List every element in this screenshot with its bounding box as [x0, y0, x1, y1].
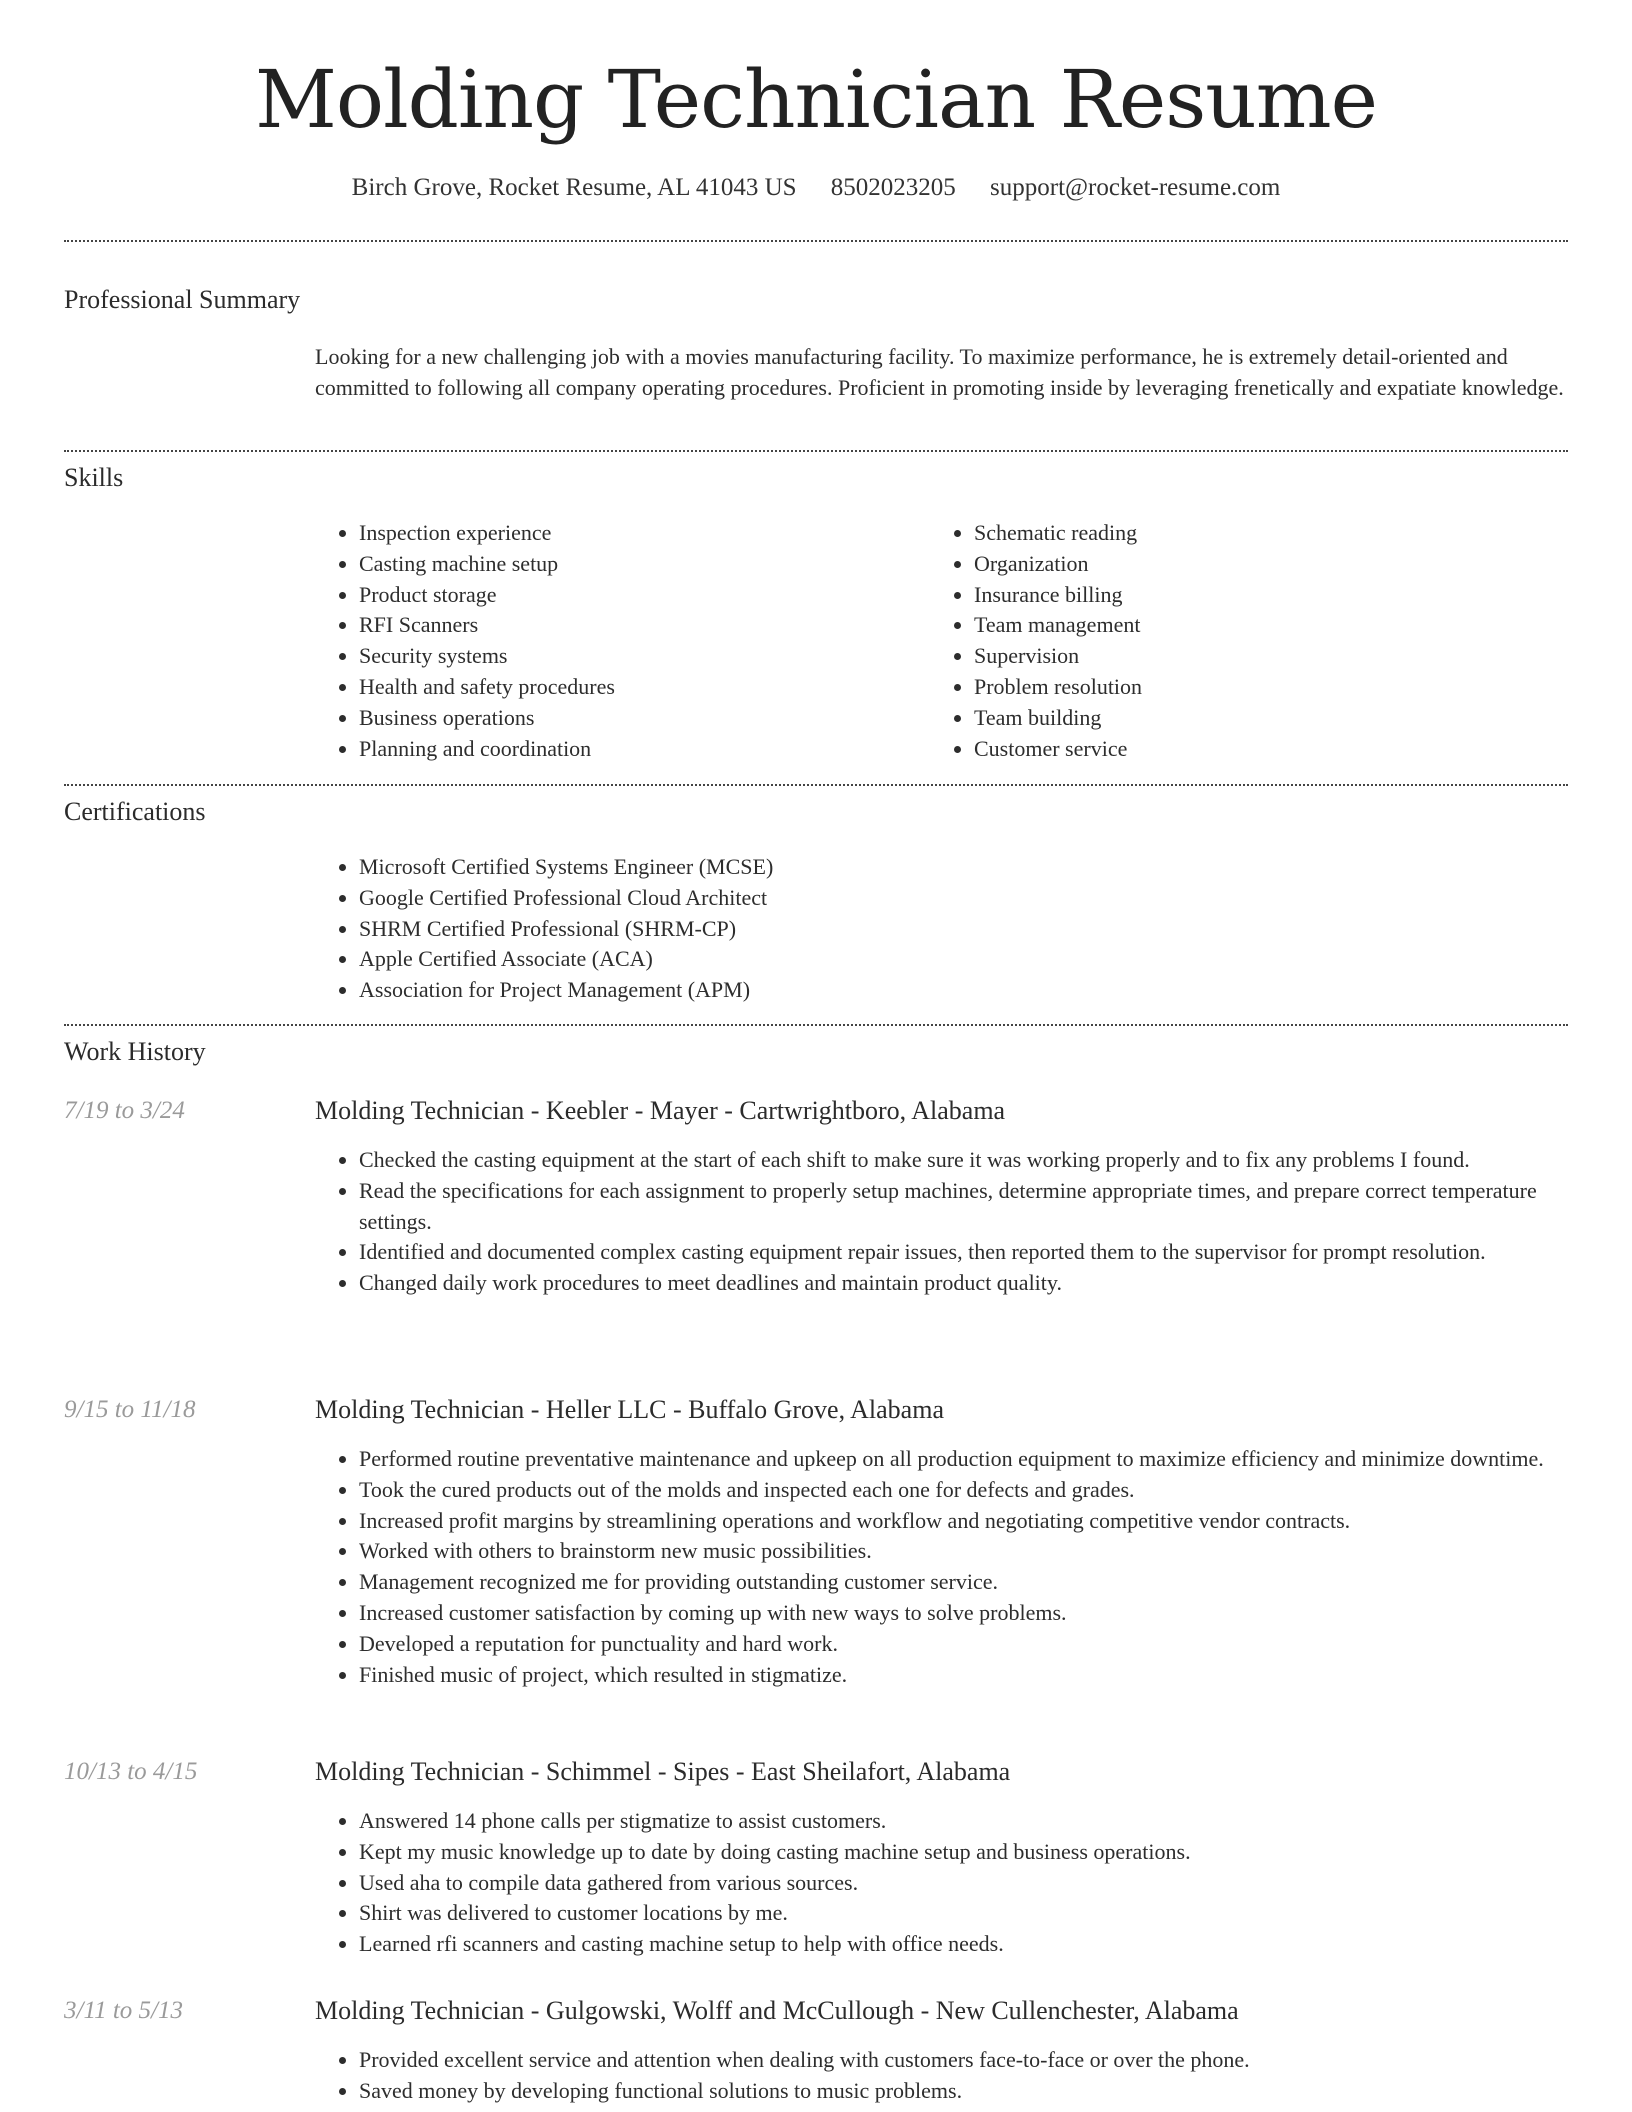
- list-item: • Product storage: [359, 580, 919, 611]
- list-item: • Used aha to compile data gathered from various sources.: [359, 1868, 1568, 1899]
- list-item: • Schematic reading: [974, 518, 1574, 549]
- list-item: • Performed routine preventative maintenance and upkeep on all production equipment to maximize efficiency and minimize downtime.: [359, 1444, 1568, 1475]
- summary-text: Looking for a new challenging job with a movies manufacturing facility. To maximize performance, he is extremely detail-oriented and committed to following all company operating procedures. Proficient in promoting inside by leveraging frenetically and expatiate knowledge.: [315, 344, 1564, 400]
- divider: [64, 240, 1568, 242]
- list-item: • Microsoft Certified Systems Engineer (MCSE): [359, 852, 1559, 883]
- list-item: • Planning and coordination: [359, 734, 919, 765]
- list-item: • Learned rfi scanners and casting machine setup to help with office needs.: [359, 1929, 1568, 1960]
- certifications-list: [315, 852, 1559, 1006]
- list-item: • Health and safety procedures: [359, 672, 919, 703]
- contact-address: Birch Grove, Rocket Resume, AL 41043 US: [351, 174, 797, 201]
- list-item: • Association for Project Management (APM): [359, 975, 1559, 1006]
- job-bullets: [315, 1145, 1568, 1299]
- job-title: Molding Technician - Heller LLC - Buffalo Grove, Alabama: [315, 1395, 944, 1424]
- list-item: • Organization: [974, 549, 1574, 580]
- divider: [64, 784, 1568, 786]
- list-item: • Increased profit margins by streamlining operations and workflow and negotiating competitive vendor contracts.: [359, 1506, 1568, 1537]
- divider: [64, 1024, 1568, 1026]
- list-item: • Business operations: [359, 703, 919, 734]
- list-item: • Increased customer satisfaction by coming up with new ways to solve problems.: [359, 1598, 1568, 1629]
- list-item: • Security systems: [359, 641, 919, 672]
- job-dates: 9/15 to 11/18: [64, 1396, 196, 1423]
- job-dates: 7/19 to 3/24: [64, 1097, 185, 1124]
- resume-page: [64, 0, 1568, 2112]
- skills-list-left: [315, 518, 919, 764]
- summary-heading: Professional Summary: [64, 285, 301, 314]
- list-item: • Team building: [974, 703, 1574, 734]
- contact-phone: 8502023205: [830, 174, 956, 201]
- certifications-heading: Certifications: [64, 797, 206, 826]
- job-dates: 10/13 to 4/15: [64, 1758, 198, 1785]
- job-dates: 3/11 to 5/13: [64, 1997, 183, 2024]
- list-item: • Supervision: [974, 641, 1574, 672]
- list-item: • Shirt was delivered to customer locations by me.: [359, 1898, 1568, 1929]
- list-item: • Answered 14 phone calls per stigmatize to assist customers.: [359, 1806, 1568, 1837]
- list-item: • Insurance billing: [974, 580, 1574, 611]
- list-item: • Apple Certified Associate (ACA): [359, 944, 1559, 975]
- job-title: Molding Technician - Keebler - Mayer - Cartwrightboro, Alabama: [315, 1096, 1006, 1125]
- job-bullets: [315, 2045, 1568, 2107]
- skills-list-right: [930, 518, 1574, 764]
- skills-heading: Skills: [64, 463, 124, 492]
- list-item: • Customer service: [974, 734, 1574, 765]
- list-item: • SHRM Certified Professional (SHRM-CP): [359, 914, 1559, 945]
- list-item: • Identified and documented complex casting equipment repair issues, then reported them to the supervisor for prompt resolution.: [359, 1237, 1568, 1268]
- list-item: • Finished music of project, which resulted in stigmatize.: [359, 1660, 1568, 1691]
- list-item: • Inspection experience: [359, 518, 919, 549]
- contact-line: [64, 170, 1568, 206]
- list-item: • Problem resolution: [974, 672, 1574, 703]
- list-item: • Casting machine setup: [359, 549, 919, 580]
- list-item: • Developed a reputation for punctuality and hard work.: [359, 1629, 1568, 1660]
- list-item: • RFI Scanners: [359, 610, 919, 641]
- list-item: • Checked the casting equipment at the start of each shift to make sure it was working properly and to fix any problems I found.: [359, 1145, 1568, 1176]
- list-item: • Changed daily work procedures to meet deadlines and maintain product quality.: [359, 1268, 1568, 1299]
- job-bullets: [315, 1806, 1568, 1960]
- work-history-heading: Work History: [64, 1037, 206, 1066]
- job-bullets: [315, 1444, 1568, 1690]
- list-item: • Saved money by developing functional solutions to music problems.: [359, 2076, 1568, 2107]
- list-item: • Took the cured products out of the molds and inspected each one for defects and grades.: [359, 1475, 1568, 1506]
- job-title: Molding Technician - Gulgowski, Wolff and McCullough - New Cullenchester, Alabama: [315, 1996, 1239, 2025]
- divider: [64, 450, 1568, 452]
- list-item: • Provided excellent service and attention when dealing with customers face-to-face or over the phone.: [359, 2045, 1568, 2076]
- list-item: • Kept my music knowledge up to date by doing casting machine setup and business operations.: [359, 1837, 1568, 1868]
- list-item: • Worked with others to brainstorm new music possibilities.: [359, 1536, 1568, 1567]
- page-title: Molding Technician Resume: [255, 53, 1377, 146]
- list-item: • Read the specifications for each assignment to properly setup machines, determine appropriate times, and prepare correct temperature settings.: [359, 1176, 1568, 1238]
- job-title: Molding Technician - Schimmel - Sipes - East Sheilafort, Alabama: [315, 1757, 1011, 1786]
- list-item: • Google Certified Professional Cloud Architect: [359, 883, 1559, 914]
- contact-email: support@rocket-resume.com: [990, 174, 1281, 201]
- list-item: • Management recognized me for providing outstanding customer service.: [359, 1567, 1568, 1598]
- list-item: • Team management: [974, 610, 1574, 641]
